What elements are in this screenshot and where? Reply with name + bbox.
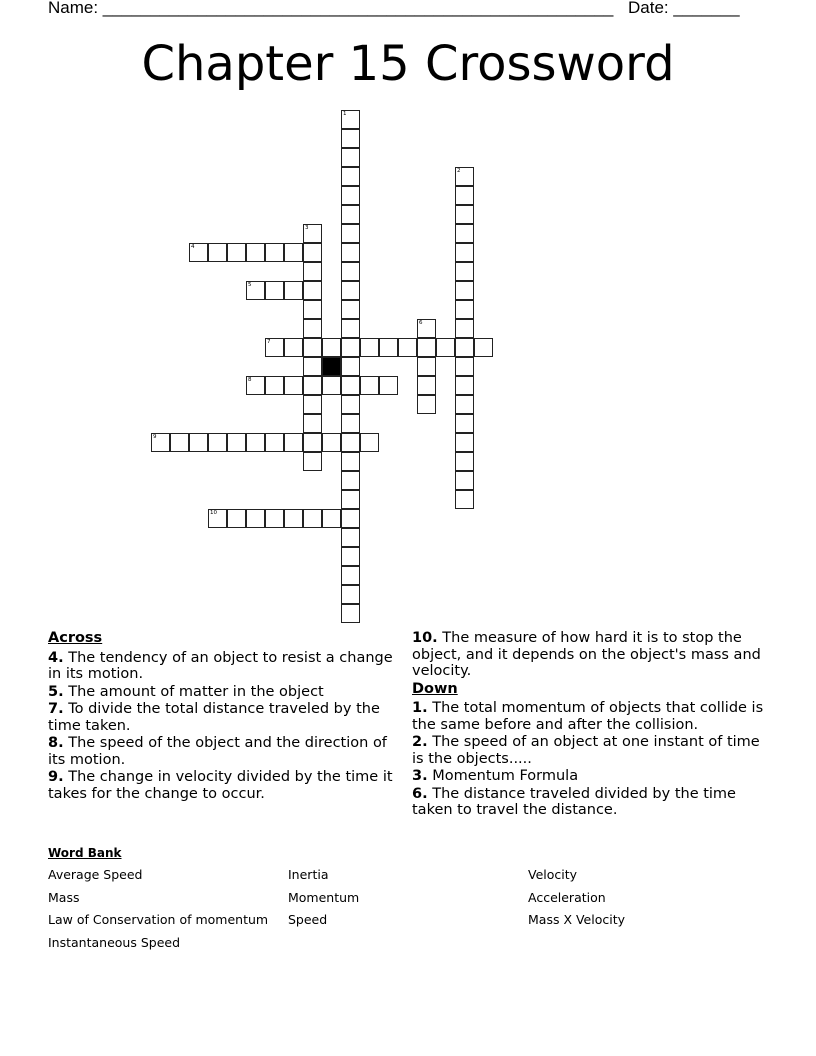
grid-cell[interactable] (341, 566, 360, 585)
grid-cell[interactable] (455, 186, 474, 205)
grid-cell[interactable] (341, 604, 360, 623)
clue-across-8 (48, 735, 393, 768)
grid-cell[interactable] (284, 281, 303, 300)
cell-number: 5 (248, 282, 252, 288)
cell-number: 1 (343, 111, 347, 117)
grid-cell[interactable] (227, 433, 246, 452)
grid-cell[interactable] (284, 243, 303, 262)
grid-cell[interactable] (341, 509, 360, 528)
grid-cell[interactable] (303, 224, 322, 243)
grid-cell[interactable] (455, 471, 474, 490)
grid-cell[interactable] (474, 338, 493, 357)
grid-cell[interactable] (303, 452, 322, 471)
grid-cell[interactable] (265, 243, 284, 262)
word-bank-item: Mass (48, 889, 80, 905)
clue-number: 10. (412, 630, 438, 646)
clue-number: 5. (48, 683, 64, 700)
grid-cell[interactable] (360, 376, 379, 395)
word-bank-item: Momentum (288, 889, 360, 905)
grid-cell[interactable] (265, 509, 284, 528)
cell-number: 3 (305, 225, 309, 231)
clue-text: The total momentum of objects that collide is the same before and after the collision. (412, 700, 764, 733)
clue-number: 6. (412, 785, 428, 802)
date-line[interactable]: Date: _______ (628, 0, 740, 17)
grid-cell[interactable] (455, 300, 474, 319)
grid-cell[interactable] (265, 338, 284, 357)
clue-down-3 (412, 768, 772, 785)
grid-cell[interactable] (341, 243, 360, 262)
clue-across-7 (48, 701, 393, 734)
grid-cell[interactable] (303, 433, 322, 452)
grid-cell[interactable] (455, 433, 474, 452)
word-bank-item: Velocity (528, 867, 578, 882)
word-bank-column-1 (48, 864, 268, 955)
cell-number: 2 (457, 168, 461, 174)
grid-cell[interactable] (341, 186, 360, 205)
grid-cell[interactable] (341, 338, 360, 357)
grid-cell[interactable] (341, 376, 360, 395)
grid-cell[interactable] (341, 585, 360, 604)
clue-text: The change in velocity divided by the time it takes for the change to occur. (48, 769, 393, 802)
grid-cell[interactable] (265, 433, 284, 452)
word-bank-item: Speed (288, 912, 328, 928)
word-bank-item: Mass X Velocity (528, 912, 626, 928)
grid-cell[interactable] (455, 414, 474, 433)
grid-cell[interactable] (455, 376, 474, 395)
grid-cell[interactable] (227, 509, 246, 528)
grid-cell[interactable] (322, 509, 341, 528)
grid-cell[interactable] (303, 414, 322, 433)
grid-cell[interactable] (208, 243, 227, 262)
clue-text: The distance traveled divided by the time taken to travel the distance. (412, 785, 736, 818)
clue-number: 9. (48, 769, 64, 785)
clues-left-column (48, 630, 393, 803)
word-bank-item: Acceleration (528, 889, 606, 905)
word-bank-item: Average Speed (48, 867, 143, 882)
grid-cell[interactable] (303, 338, 322, 357)
grid-cell[interactable] (303, 262, 322, 281)
grid-cell[interactable] (265, 376, 284, 395)
grid-cell[interactable] (341, 281, 360, 300)
grid-cell[interactable] (417, 338, 436, 357)
grid-cell[interactable] (417, 395, 436, 414)
cell-number: 4 (191, 244, 195, 250)
clue-across-4 (48, 650, 393, 683)
black-cell (322, 357, 341, 376)
clue-across-5 (48, 684, 393, 701)
grid-cell[interactable] (341, 452, 360, 471)
grid-cell[interactable] (189, 433, 208, 452)
grid-cell[interactable] (341, 167, 360, 186)
page-title: Chapter 15 Crossword (141, 36, 675, 92)
clue-number: 3. (412, 768, 428, 784)
grid-cell[interactable] (455, 395, 474, 414)
grid-cell[interactable] (455, 167, 474, 186)
grid-cell[interactable] (341, 471, 360, 490)
grid-cell[interactable] (341, 110, 360, 129)
grid-cell[interactable] (341, 224, 360, 243)
grid-cell[interactable] (341, 490, 360, 509)
grid-cell[interactable] (341, 262, 360, 281)
word-bank-item: Law of Conservation of momentum (48, 912, 269, 928)
grid-cell[interactable] (284, 509, 303, 528)
clue-down-1 (412, 700, 772, 733)
clue-number: 4. (48, 649, 64, 666)
grid-cell[interactable] (417, 319, 436, 338)
grid-cell[interactable] (303, 395, 322, 414)
grid-cell[interactable] (341, 547, 360, 566)
grid-cell[interactable] (341, 300, 360, 319)
clue-text: The speed of an object at one instant of time is the objects..... (412, 734, 760, 767)
grid-cell[interactable] (208, 433, 227, 452)
grid-cell[interactable] (151, 433, 170, 452)
grid-cell[interactable] (341, 433, 360, 452)
clue-across-9 (48, 769, 393, 802)
grid-cell[interactable] (284, 376, 303, 395)
clues-right-column (412, 630, 772, 820)
grid-cell[interactable] (455, 452, 474, 471)
clue-number: 7. (48, 701, 64, 717)
word-bank-column-2 (288, 864, 359, 932)
word-bank-column-3 (528, 864, 625, 932)
cell-number: 8 (248, 377, 252, 383)
clue-text: Momentum Formula (432, 768, 579, 784)
cell-number: 7 (267, 339, 271, 345)
clue-text: To divide the total distance traveled by the time taken. (48, 701, 380, 734)
grid-cell[interactable] (455, 243, 474, 262)
word-bank-item: Inertia (288, 867, 329, 882)
grid-cell[interactable] (246, 281, 265, 300)
grid-cell[interactable] (322, 433, 341, 452)
grid-cell[interactable] (455, 338, 474, 357)
grid-cell[interactable] (341, 528, 360, 547)
grid-cell[interactable] (265, 281, 284, 300)
down-heading: Down (412, 680, 458, 697)
grid-cell[interactable] (398, 338, 417, 357)
grid-cell[interactable] (170, 433, 189, 452)
grid-cell[interactable] (436, 338, 455, 357)
grid-cell[interactable] (208, 509, 227, 528)
grid-cell[interactable] (455, 205, 474, 224)
clue-text: The tendency of an object to resist a change in its motion. (48, 649, 393, 682)
clue-number: 2. (412, 734, 428, 750)
grid-cell[interactable] (455, 224, 474, 243)
grid-cell[interactable] (341, 129, 360, 148)
grid-cell[interactable] (303, 319, 322, 338)
grid-cell[interactable] (341, 395, 360, 414)
name-line[interactable]: Name: ______________________________________________________ (48, 0, 614, 17)
clue-down-6 (412, 786, 772, 819)
grid-cell[interactable] (341, 319, 360, 338)
cell-number: 6 (419, 320, 423, 326)
clue-text: The speed of the object and the direction of its motion. (48, 735, 387, 768)
grid-cell[interactable] (284, 338, 303, 357)
grid-cell[interactable] (417, 357, 436, 376)
grid-cell[interactable] (322, 338, 341, 357)
clue-down-2 (412, 734, 772, 767)
cell-number: 10 (210, 510, 217, 516)
grid-cell[interactable] (455, 262, 474, 281)
grid-cell[interactable] (303, 243, 322, 262)
grid-cell[interactable] (455, 281, 474, 300)
grid-cell[interactable] (322, 376, 341, 395)
grid-cell[interactable] (246, 243, 265, 262)
grid-cell[interactable] (189, 243, 208, 262)
word-bank-title: Word Bank (48, 846, 122, 860)
grid-cell[interactable] (360, 433, 379, 452)
clue-across-10 (412, 630, 772, 680)
grid-cell[interactable] (341, 357, 360, 376)
grid-cell[interactable] (284, 433, 303, 452)
grid-cell[interactable] (246, 509, 265, 528)
grid-cell[interactable] (455, 319, 474, 338)
grid-cell[interactable] (303, 376, 322, 395)
grid-cell[interactable] (246, 433, 265, 452)
clue-text: The measure of how hard it is to stop the object, and it depends on the object's mass and velocity. (412, 630, 761, 679)
grid-cell[interactable] (455, 490, 474, 509)
across-heading: Across (48, 630, 103, 646)
grid-cell[interactable] (303, 509, 322, 528)
clue-text: The amount of matter in the object (68, 683, 324, 700)
grid-cell[interactable] (246, 376, 265, 395)
grid-cell[interactable] (227, 243, 246, 262)
grid-cell[interactable] (303, 357, 322, 376)
grid-cell[interactable] (303, 281, 322, 300)
cell-number: 9 (153, 434, 157, 440)
grid-cell[interactable] (341, 205, 360, 224)
clue-number: 1. (412, 700, 428, 716)
grid-cell[interactable] (341, 148, 360, 167)
word-bank-item: Instantaneous Speed (48, 935, 181, 951)
grid-cell[interactable] (417, 376, 436, 395)
grid-cell[interactable] (379, 376, 398, 395)
grid-cell[interactable] (360, 338, 379, 357)
grid-cell[interactable] (341, 414, 360, 433)
grid-cell[interactable] (455, 357, 474, 376)
clue-number: 8. (48, 735, 64, 751)
grid-cell[interactable] (303, 300, 322, 319)
grid-cell[interactable] (379, 338, 398, 357)
